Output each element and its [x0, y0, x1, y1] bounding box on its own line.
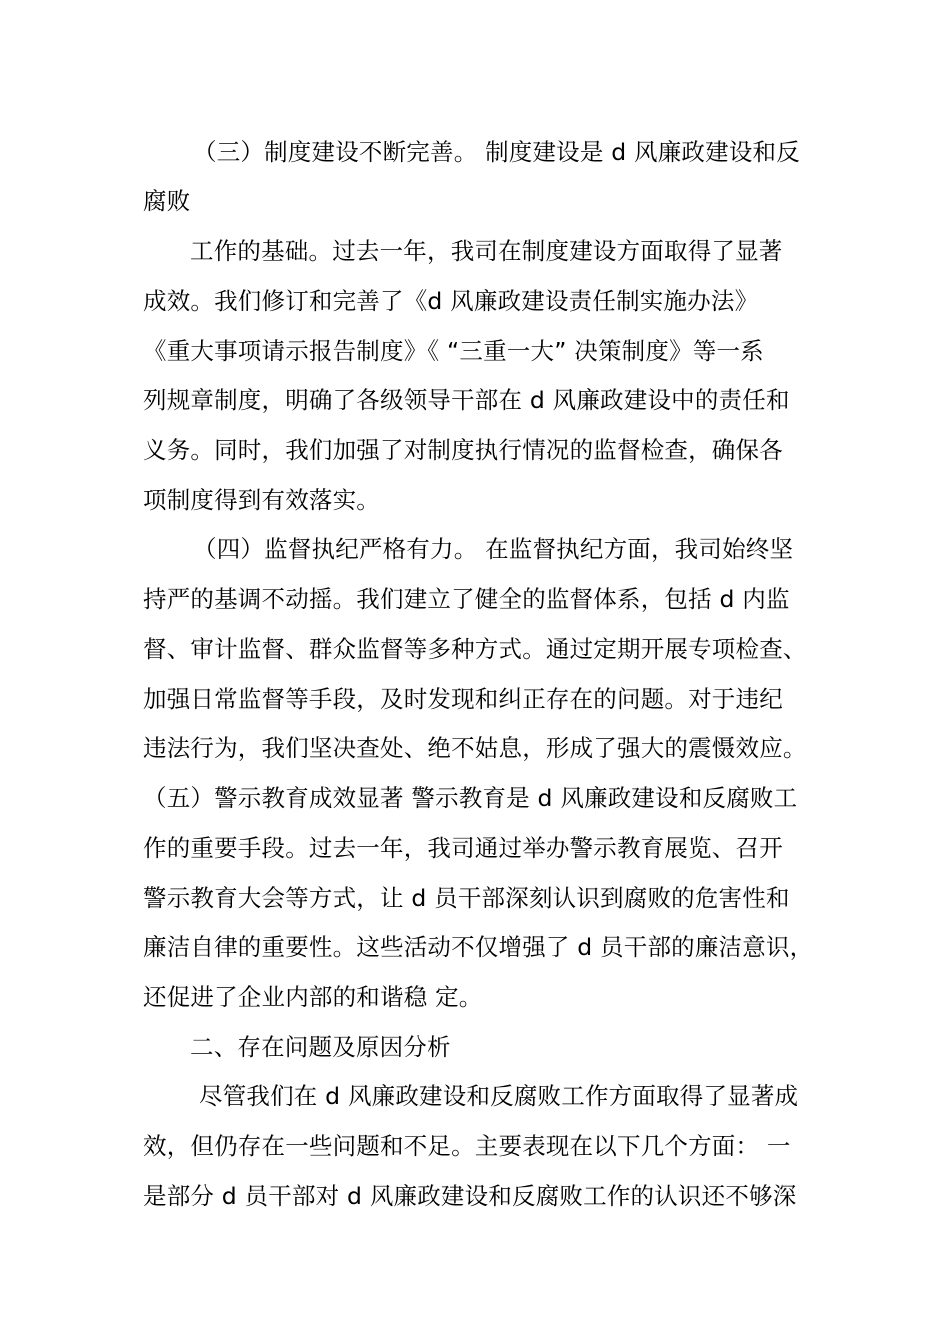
text-line: 成效。我们修订和完善了《d 风廉政建设责任制实施办法》	[143, 287, 759, 315]
text-line: 是部分 d 员干部对 d 风廉政建设和反腐败工作的认识还不够深	[143, 1182, 797, 1210]
text-line: 《重大事项请示报告制度》《 “三重一大” 决策制度》等一系	[143, 337, 764, 365]
text-line: （四）监督执纪严格有力。 在监督执纪方面，我司始终坚	[193, 535, 794, 563]
text-line: （三）制度建设不断完善。 制度建设是 d 风廉政建设和反	[193, 138, 800, 166]
text-line: 工作的基础。过去一年，我司在制度建设方面取得了显著	[190, 237, 783, 265]
text-line: 违法行为，我们坚决查处、绝不姑息，形成了强大的震慑效应。	[143, 734, 807, 762]
section-heading: 二、存在问题及原因分析	[190, 1033, 451, 1061]
text-line: 列规章制度，明确了各级领导干部在 d 风廉政建设中的责任和	[143, 386, 790, 414]
text-line: 效，但仍存在一些问题和不足。主要表现在以下几个方面： 一	[143, 1132, 791, 1160]
text-line: 警示教育大会等方式，让 d 员干部深刻认识到腐败的危害性和	[143, 884, 790, 912]
text-line: 尽管我们在 d 风廉政建设和反腐败工作方面取得了显著成	[199, 1082, 799, 1110]
text-line: 持严的基调不动摇。我们建立了健全的监督体系，包括 d 内监	[143, 585, 790, 613]
text-line: 加强日常监督等手段，及时发现和纠正存在的问题。对于违纪	[143, 685, 783, 713]
text-line: 腐败	[143, 187, 191, 215]
text-line: 督、审计监督、群众监督等多种方式。通过定期开展专项检查、	[143, 635, 807, 663]
text-line: 作的重要手段。过去一年，我司通过举办警示教育展览、召开	[143, 834, 783, 862]
text-line: 义务。同时，我们加强了对制度执行情况的监督检查，确保各	[143, 436, 783, 464]
text-line: 项制度得到有效落实。	[143, 486, 380, 514]
text-line: 还促进了企业内部的和谐稳 定。	[143, 983, 483, 1011]
text-line: 廉洁自律的重要性。这些活动不仅增强了 d 员干部的廉洁意识，	[143, 933, 814, 961]
text-line: （五）警示教育成效显著 警示教育是 d 风廉政建设和反腐败工	[143, 784, 798, 812]
